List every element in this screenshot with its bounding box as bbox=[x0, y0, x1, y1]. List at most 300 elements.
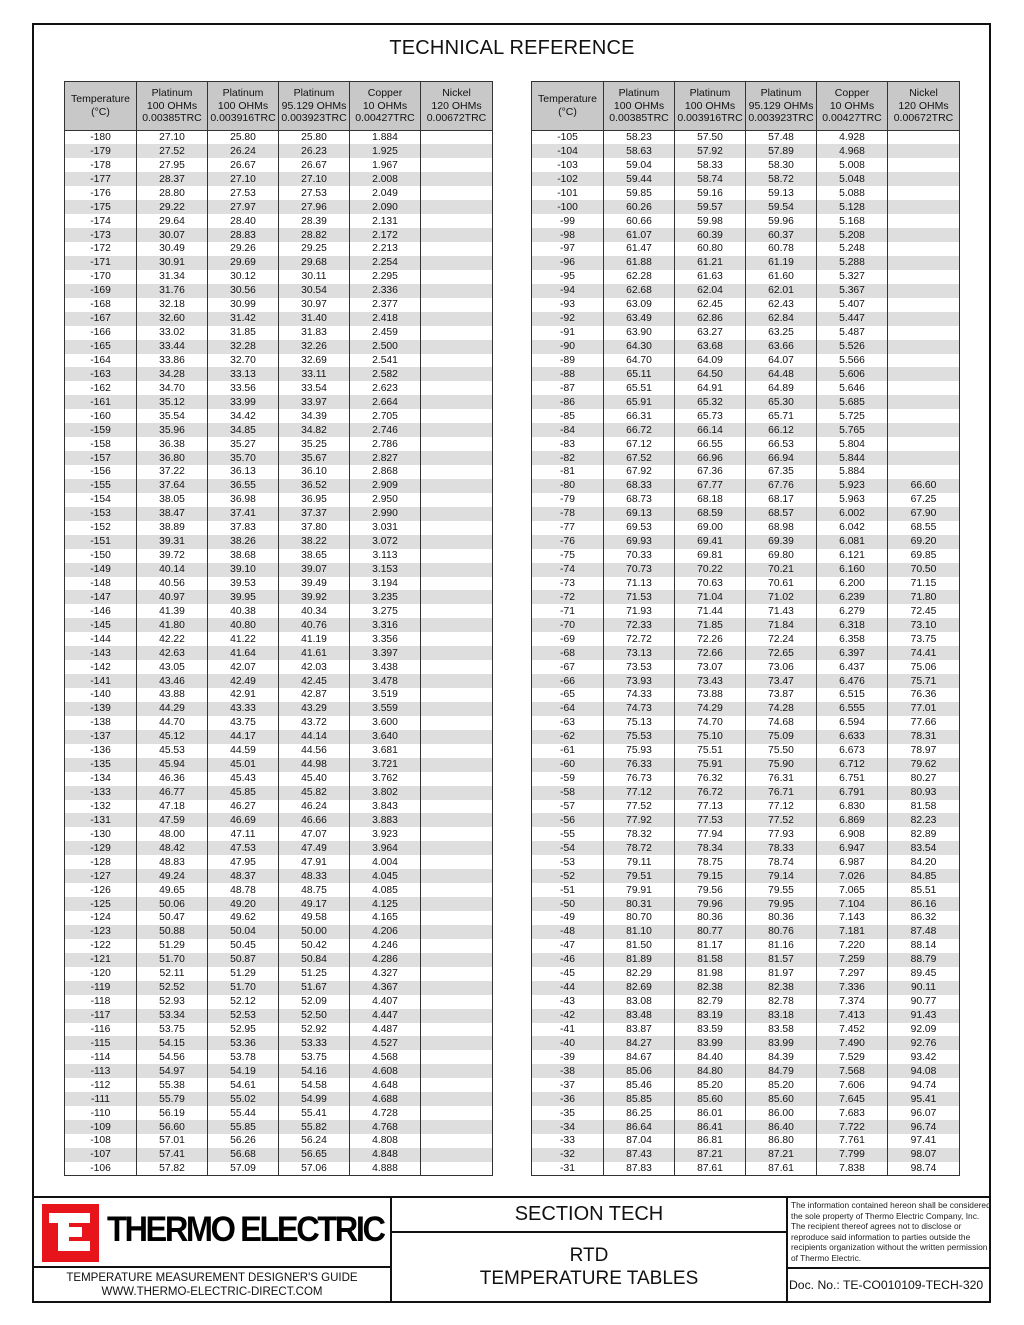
resistance-cell: 35.54 bbox=[137, 409, 208, 423]
resistance-cell: 76.32 bbox=[675, 772, 746, 786]
table-row bbox=[65, 214, 493, 228]
temperature-cell: -111 bbox=[65, 1092, 137, 1106]
resistance-cell: 80.27 bbox=[888, 772, 960, 786]
resistance-cell bbox=[421, 144, 493, 158]
resistance-cell: 3.559 bbox=[350, 702, 421, 716]
temperature-cell: -38 bbox=[532, 1064, 604, 1078]
table-row bbox=[65, 158, 493, 172]
resistance-cell: 2.541 bbox=[350, 354, 421, 368]
resistance-cell: 3.356 bbox=[350, 632, 421, 646]
resistance-cell: 36.55 bbox=[208, 479, 279, 493]
temperature-cell: -157 bbox=[65, 451, 137, 465]
resistance-cell: 87.61 bbox=[675, 1162, 746, 1176]
resistance-cell: 49.58 bbox=[279, 911, 350, 925]
table-row bbox=[65, 1078, 493, 1092]
resistance-cell: 82.69 bbox=[604, 981, 675, 995]
resistance-cell: 44.98 bbox=[279, 758, 350, 772]
resistance-cell: 54.61 bbox=[208, 1078, 279, 1092]
resistance-cell: 7.568 bbox=[817, 1064, 888, 1078]
resistance-cell: 42.03 bbox=[279, 660, 350, 674]
resistance-cell: 86.00 bbox=[746, 1106, 817, 1120]
column-header bbox=[888, 82, 960, 131]
footer-divider bbox=[32, 1196, 991, 1198]
resistance-cell: 6.947 bbox=[817, 841, 888, 855]
resistance-cell: 34.42 bbox=[208, 409, 279, 423]
table-row bbox=[532, 841, 960, 855]
resistance-cell: 81.10 bbox=[604, 925, 675, 939]
temperature-cell: -95 bbox=[532, 270, 604, 284]
resistance-cell: 46.27 bbox=[208, 800, 279, 814]
resistance-cell: 3.031 bbox=[350, 521, 421, 535]
resistance-cell bbox=[421, 688, 493, 702]
resistance-cell: 43.33 bbox=[208, 702, 279, 716]
resistance-cell: 55.02 bbox=[208, 1092, 279, 1106]
disclaimer-text: The information contained hereon shall be considered the sole property of Thermo Electric Company, Inc. The recipient thereof agrees not to disclose or reproduce said information to parties outside the recipients organization without the written permission of Thermo Electric. bbox=[791, 1200, 991, 1263]
column-header bbox=[604, 82, 675, 131]
resistance-cell: 67.12 bbox=[604, 437, 675, 451]
resistance-cell: 59.85 bbox=[604, 186, 675, 200]
temperature-cell: -87 bbox=[532, 381, 604, 395]
table-row bbox=[65, 758, 493, 772]
resistance-cell: 50.47 bbox=[137, 911, 208, 925]
resistance-cell bbox=[421, 632, 493, 646]
table-row bbox=[532, 298, 960, 312]
resistance-cell: 42.22 bbox=[137, 632, 208, 646]
resistance-cell: 37.83 bbox=[208, 521, 279, 535]
resistance-cell: 38.26 bbox=[208, 535, 279, 549]
resistance-cell: 50.04 bbox=[208, 925, 279, 939]
resistance-cell: 34.28 bbox=[137, 367, 208, 381]
resistance-cell: 30.07 bbox=[137, 228, 208, 242]
table-row bbox=[532, 312, 960, 326]
resistance-cell: 7.722 bbox=[817, 1120, 888, 1134]
resistance-cell: 76.33 bbox=[604, 758, 675, 772]
resistance-cell: 49.17 bbox=[279, 897, 350, 911]
temperature-cell: -64 bbox=[532, 702, 604, 716]
resistance-cell: 2.990 bbox=[350, 507, 421, 521]
resistance-cell: 70.21 bbox=[746, 563, 817, 577]
resistance-cell: 3.802 bbox=[350, 786, 421, 800]
table-row bbox=[532, 1050, 960, 1064]
table-row bbox=[65, 1023, 493, 1037]
resistance-cell: 29.64 bbox=[137, 214, 208, 228]
temperature-cell: -115 bbox=[65, 1036, 137, 1050]
resistance-cell bbox=[421, 256, 493, 270]
table-row bbox=[532, 758, 960, 772]
resistance-cell: 4.608 bbox=[350, 1064, 421, 1078]
resistance-cell bbox=[421, 395, 493, 409]
resistance-cell: 62.45 bbox=[675, 298, 746, 312]
resistance-cell: 85.85 bbox=[604, 1092, 675, 1106]
resistance-cell: 41.19 bbox=[279, 632, 350, 646]
resistance-cell: 86.16 bbox=[888, 897, 960, 911]
resistance-cell: 70.73 bbox=[604, 563, 675, 577]
resistance-cell: 27.52 bbox=[137, 144, 208, 158]
resistance-cell bbox=[421, 897, 493, 911]
resistance-cell: 59.54 bbox=[746, 200, 817, 214]
resistance-cell: 44.70 bbox=[137, 716, 208, 730]
table-row bbox=[65, 340, 493, 354]
resistance-cell bbox=[421, 507, 493, 521]
temperature-cell: -170 bbox=[65, 270, 137, 284]
temperature-cell: -42 bbox=[532, 1009, 604, 1023]
resistance-cell: 71.02 bbox=[746, 590, 817, 604]
resistance-cell: 83.59 bbox=[675, 1023, 746, 1037]
resistance-cell bbox=[421, 214, 493, 228]
resistance-cell: 39.07 bbox=[279, 563, 350, 577]
resistance-cell: 81.16 bbox=[746, 939, 817, 953]
column-header-line: Nickel bbox=[442, 87, 471, 100]
resistance-cell: 79.96 bbox=[675, 897, 746, 911]
resistance-cell: 31.83 bbox=[279, 326, 350, 340]
resistance-cell: 71.80 bbox=[888, 590, 960, 604]
resistance-cell: 73.93 bbox=[604, 674, 675, 688]
resistance-cell: 3.316 bbox=[350, 618, 421, 632]
resistance-cell: 44.59 bbox=[208, 744, 279, 758]
resistance-cell: 28.83 bbox=[208, 228, 279, 242]
resistance-cell bbox=[421, 646, 493, 660]
resistance-cell: 5.048 bbox=[817, 172, 888, 186]
temperature-cell: -45 bbox=[532, 967, 604, 981]
resistance-cell: 82.89 bbox=[888, 827, 960, 841]
column-header-line: 0.003916TRC bbox=[677, 112, 743, 125]
resistance-cell: 64.09 bbox=[675, 354, 746, 368]
temperature-cell: -55 bbox=[532, 827, 604, 841]
resistance-cell: 6.751 bbox=[817, 772, 888, 786]
temperature-cell: -78 bbox=[532, 507, 604, 521]
resistance-cell: 36.98 bbox=[208, 493, 279, 507]
resistance-cell: 77.12 bbox=[746, 800, 817, 814]
resistance-cell: 69.13 bbox=[604, 507, 675, 521]
resistance-cell: 84.79 bbox=[746, 1064, 817, 1078]
resistance-cell: 71.93 bbox=[604, 604, 675, 618]
temperature-cell: -110 bbox=[65, 1106, 137, 1120]
resistance-cell: 4.728 bbox=[350, 1106, 421, 1120]
column-header bbox=[279, 82, 350, 131]
temperature-cell: -70 bbox=[532, 618, 604, 632]
resistance-cell bbox=[421, 813, 493, 827]
column-header bbox=[532, 82, 604, 131]
resistance-cell bbox=[421, 354, 493, 368]
resistance-cell: 79.51 bbox=[604, 869, 675, 883]
resistance-cell bbox=[421, 772, 493, 786]
resistance-cell: 39.95 bbox=[208, 590, 279, 604]
resistance-cell: 27.95 bbox=[137, 158, 208, 172]
resistance-cell: 26.67 bbox=[208, 158, 279, 172]
resistance-cell: 69.85 bbox=[888, 549, 960, 563]
resistance-cell: 75.06 bbox=[888, 660, 960, 674]
resistance-cell: 6.987 bbox=[817, 855, 888, 869]
resistance-cell bbox=[421, 925, 493, 939]
resistance-cell: 33.13 bbox=[208, 367, 279, 381]
resistance-cell: 50.45 bbox=[208, 939, 279, 953]
table-row bbox=[65, 1148, 493, 1162]
table-row bbox=[65, 284, 493, 298]
resistance-cell: 28.40 bbox=[208, 214, 279, 228]
resistance-cell: 33.99 bbox=[208, 395, 279, 409]
resistance-cell: 53.75 bbox=[279, 1050, 350, 1064]
table-row bbox=[532, 646, 960, 660]
resistance-cell: 35.12 bbox=[137, 395, 208, 409]
resistance-cell: 60.26 bbox=[604, 200, 675, 214]
resistance-cell: 81.98 bbox=[675, 967, 746, 981]
resistance-cell bbox=[888, 186, 960, 200]
resistance-cell bbox=[421, 577, 493, 591]
resistance-cell: 78.75 bbox=[675, 855, 746, 869]
resistance-cell: 67.36 bbox=[675, 465, 746, 479]
resistance-cell: 78.72 bbox=[604, 841, 675, 855]
resistance-cell: 79.56 bbox=[675, 883, 746, 897]
resistance-cell: 7.413 bbox=[817, 1009, 888, 1023]
resistance-cell: 89.45 bbox=[888, 967, 960, 981]
resistance-cell: 67.90 bbox=[888, 507, 960, 521]
table-row bbox=[532, 632, 960, 646]
resistance-cell: 61.07 bbox=[604, 228, 675, 242]
resistance-cell: 32.69 bbox=[279, 354, 350, 368]
resistance-cell bbox=[421, 312, 493, 326]
resistance-cell: 73.10 bbox=[888, 618, 960, 632]
resistance-cell: 26.23 bbox=[279, 144, 350, 158]
resistance-cell: 93.42 bbox=[888, 1050, 960, 1064]
resistance-cell: 56.24 bbox=[279, 1134, 350, 1148]
resistance-cell: 84.85 bbox=[888, 869, 960, 883]
table-row bbox=[532, 437, 960, 451]
resistance-cell: 3.681 bbox=[350, 744, 421, 758]
column-header bbox=[421, 82, 493, 131]
table-row bbox=[65, 381, 493, 395]
temperature-cell: -90 bbox=[532, 340, 604, 354]
resistance-cell: 40.34 bbox=[279, 604, 350, 618]
resistance-cell: 87.48 bbox=[888, 925, 960, 939]
table-row bbox=[65, 409, 493, 423]
table-row bbox=[65, 423, 493, 437]
temperature-cell: -43 bbox=[532, 995, 604, 1009]
table-row bbox=[65, 242, 493, 256]
resistance-cell: 77.13 bbox=[675, 800, 746, 814]
resistance-cell: 2.868 bbox=[350, 465, 421, 479]
temperature-cell: -86 bbox=[532, 395, 604, 409]
resistance-cell: 42.87 bbox=[279, 688, 350, 702]
resistance-cell: 85.60 bbox=[746, 1092, 817, 1106]
resistance-cell: 6.279 bbox=[817, 604, 888, 618]
resistance-cell: 55.41 bbox=[279, 1106, 350, 1120]
resistance-cell: 66.72 bbox=[604, 423, 675, 437]
temperature-cell: -75 bbox=[532, 549, 604, 563]
temperature-cell: -52 bbox=[532, 869, 604, 883]
temperature-cell: -128 bbox=[65, 855, 137, 869]
table-row bbox=[65, 800, 493, 814]
table-row bbox=[65, 688, 493, 702]
resistance-cell: 69.80 bbox=[746, 549, 817, 563]
resistance-cell: 54.97 bbox=[137, 1064, 208, 1078]
temperature-cell: -101 bbox=[532, 186, 604, 200]
footer-divider bbox=[787, 1267, 991, 1269]
temperature-cell: -148 bbox=[65, 577, 137, 591]
resistance-cell: 46.77 bbox=[137, 786, 208, 800]
resistance-cell: 2.950 bbox=[350, 493, 421, 507]
resistance-cell: 48.78 bbox=[208, 883, 279, 897]
resistance-cell: 78.33 bbox=[746, 841, 817, 855]
table-row bbox=[65, 632, 493, 646]
temperature-cell: -138 bbox=[65, 716, 137, 730]
resistance-cell bbox=[888, 326, 960, 340]
column-header-line: 95.129 OHMs bbox=[281, 99, 347, 112]
column-header-line: (°C) bbox=[558, 106, 577, 118]
resistance-cell: 81.89 bbox=[604, 953, 675, 967]
resistance-cell: 38.47 bbox=[137, 507, 208, 521]
resistance-cell bbox=[888, 144, 960, 158]
resistance-cell: 57.06 bbox=[279, 1162, 350, 1176]
table-row bbox=[532, 1092, 960, 1106]
resistance-cell: 31.34 bbox=[137, 270, 208, 284]
temperature-cell: -140 bbox=[65, 688, 137, 702]
resistance-cell: 43.46 bbox=[137, 674, 208, 688]
resistance-cell: 40.38 bbox=[208, 604, 279, 618]
resistance-cell bbox=[421, 702, 493, 716]
resistance-cell: 75.90 bbox=[746, 758, 817, 772]
resistance-cell: 63.27 bbox=[675, 326, 746, 340]
resistance-cell: 7.761 bbox=[817, 1134, 888, 1148]
resistance-cell: 62.68 bbox=[604, 284, 675, 298]
resistance-cell: 73.87 bbox=[746, 688, 817, 702]
temperature-cell: -39 bbox=[532, 1050, 604, 1064]
resistance-cell: 49.65 bbox=[137, 883, 208, 897]
resistance-cell: 4.768 bbox=[350, 1120, 421, 1134]
table-row bbox=[532, 1023, 960, 1037]
resistance-cell: 55.79 bbox=[137, 1092, 208, 1106]
resistance-cell: 42.45 bbox=[279, 674, 350, 688]
resistance-cell: 59.98 bbox=[675, 214, 746, 228]
resistance-cell: 4.327 bbox=[350, 967, 421, 981]
resistance-cell bbox=[421, 604, 493, 618]
resistance-cell: 69.53 bbox=[604, 521, 675, 535]
resistance-cell: 72.65 bbox=[746, 646, 817, 660]
table-row bbox=[532, 144, 960, 158]
resistance-cell: 55.44 bbox=[208, 1106, 279, 1120]
temperature-cell: -60 bbox=[532, 758, 604, 772]
resistance-cell: 51.29 bbox=[208, 967, 279, 981]
temperature-cell: -93 bbox=[532, 298, 604, 312]
table-row bbox=[532, 367, 960, 381]
resistance-cell: 78.74 bbox=[746, 855, 817, 869]
resistance-cell: 84.80 bbox=[675, 1064, 746, 1078]
resistance-cell bbox=[421, 786, 493, 800]
resistance-cell bbox=[421, 981, 493, 995]
resistance-cell bbox=[421, 242, 493, 256]
guide-caption bbox=[32, 1271, 392, 1299]
table-row bbox=[532, 1106, 960, 1120]
resistance-cell: 94.74 bbox=[888, 1078, 960, 1092]
table-row bbox=[65, 563, 493, 577]
table-row bbox=[532, 228, 960, 242]
resistance-cell: 54.19 bbox=[208, 1064, 279, 1078]
table-row bbox=[532, 744, 960, 758]
resistance-cell: 72.66 bbox=[675, 646, 746, 660]
resistance-cell: 92.76 bbox=[888, 1036, 960, 1050]
column-header-line: Temperature bbox=[538, 93, 597, 105]
resistance-cell: 47.59 bbox=[137, 813, 208, 827]
resistance-cell: 46.66 bbox=[279, 813, 350, 827]
resistance-cell: 44.17 bbox=[208, 730, 279, 744]
resistance-cell: 50.87 bbox=[208, 953, 279, 967]
column-header bbox=[675, 82, 746, 131]
resistance-cell: 6.476 bbox=[817, 674, 888, 688]
resistance-cell: 47.11 bbox=[208, 827, 279, 841]
resistance-cell: 5.008 bbox=[817, 158, 888, 172]
resistance-cell bbox=[888, 381, 960, 395]
resistance-cell: 30.11 bbox=[279, 270, 350, 284]
resistance-cell bbox=[888, 200, 960, 214]
resistance-cell: 43.05 bbox=[137, 660, 208, 674]
resistance-cell bbox=[421, 367, 493, 381]
website-url: WWW.THERMO-ELECTRIC-DIRECT.COM bbox=[101, 1286, 323, 1298]
guide-line: TEMPERATURE MEASUREMENT DESIGNER'S GUIDE bbox=[66, 1272, 358, 1284]
resistance-cell: 70.50 bbox=[888, 563, 960, 577]
resistance-cell: 69.00 bbox=[675, 521, 746, 535]
resistance-cell: 39.53 bbox=[208, 577, 279, 591]
resistance-cell: 31.42 bbox=[208, 312, 279, 326]
resistance-cell: 55.85 bbox=[208, 1120, 279, 1134]
column-header-line: Platinum bbox=[760, 87, 802, 100]
resistance-cell: 77.93 bbox=[746, 827, 817, 841]
resistance-cell: 3.721 bbox=[350, 758, 421, 772]
temperature-cell: -32 bbox=[532, 1148, 604, 1162]
resistance-cell: 29.69 bbox=[208, 256, 279, 270]
resistance-cell: 80.31 bbox=[604, 897, 675, 911]
temperature-cell: -67 bbox=[532, 660, 604, 674]
table-row bbox=[532, 507, 960, 521]
resistance-cell bbox=[421, 1078, 493, 1092]
column-header bbox=[817, 82, 888, 131]
resistance-cell: 71.44 bbox=[675, 604, 746, 618]
table-row bbox=[65, 1036, 493, 1050]
table-row bbox=[65, 883, 493, 897]
resistance-cell bbox=[421, 172, 493, 186]
resistance-cell: 66.12 bbox=[746, 423, 817, 437]
resistance-cell: 2.254 bbox=[350, 256, 421, 270]
resistance-cell: 4.808 bbox=[350, 1134, 421, 1148]
resistance-cell: 6.239 bbox=[817, 590, 888, 604]
temperature-cell: -165 bbox=[65, 340, 137, 354]
resistance-cell: 68.57 bbox=[746, 507, 817, 521]
resistance-cell: 6.002 bbox=[817, 507, 888, 521]
resistance-cell: 53.34 bbox=[137, 1009, 208, 1023]
resistance-cell: 58.74 bbox=[675, 172, 746, 186]
temperature-cell: -71 bbox=[532, 604, 604, 618]
temperature-cell: -104 bbox=[532, 144, 604, 158]
resistance-cell: 85.51 bbox=[888, 883, 960, 897]
resistance-cell: 60.78 bbox=[746, 242, 817, 256]
temperature-cell: -121 bbox=[65, 953, 137, 967]
resistance-cell: 2.909 bbox=[350, 479, 421, 493]
resistance-cell: 73.53 bbox=[604, 660, 675, 674]
resistance-cell: 39.92 bbox=[279, 590, 350, 604]
table-row bbox=[65, 200, 493, 214]
table-row bbox=[532, 423, 960, 437]
resistance-cell: 4.045 bbox=[350, 869, 421, 883]
resistance-cell: 32.28 bbox=[208, 340, 279, 354]
resistance-cell: 44.14 bbox=[279, 730, 350, 744]
resistance-cell: 75.51 bbox=[675, 744, 746, 758]
resistance-cell: 59.04 bbox=[604, 158, 675, 172]
temperature-cell: -169 bbox=[65, 284, 137, 298]
temperature-cell: -31 bbox=[532, 1162, 604, 1176]
resistance-cell: 5.963 bbox=[817, 493, 888, 507]
temperature-cell: -105 bbox=[532, 131, 604, 145]
resistance-cell: 63.90 bbox=[604, 326, 675, 340]
resistance-cell: 3.153 bbox=[350, 563, 421, 577]
temperature-cell: -81 bbox=[532, 465, 604, 479]
